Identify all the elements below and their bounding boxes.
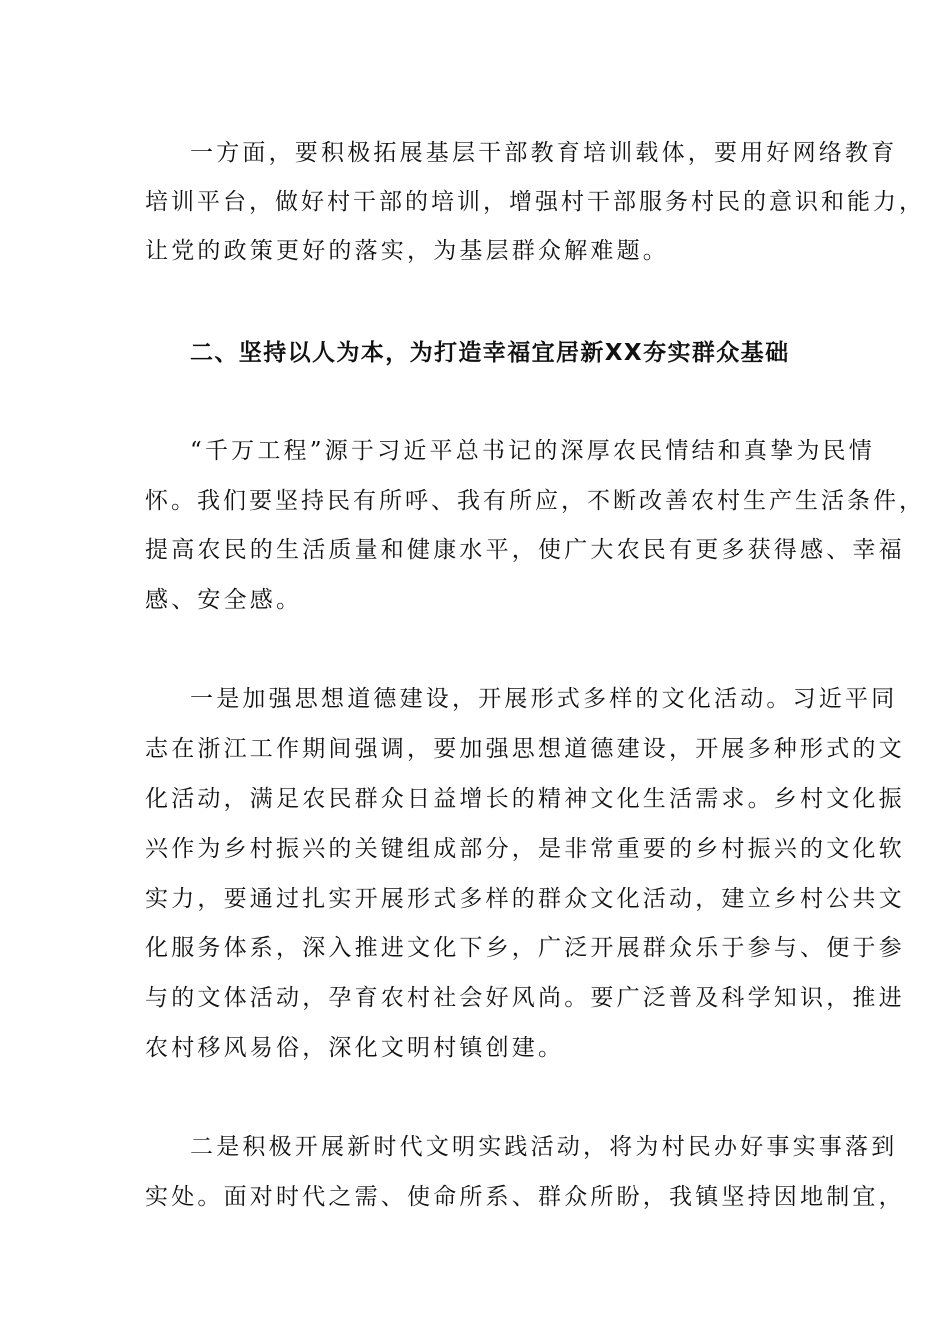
text-line: 培训平台，做好村干部的培训，增强村干部服务村民的意识和能力， bbox=[145, 189, 925, 215]
text-line: 农村移风易俗，深化文明村镇创建。 bbox=[145, 1035, 565, 1061]
text-line: 怀。我们要坚持民有所呼、我有所应，不断改善农村生产生活条件， bbox=[145, 488, 925, 514]
text-line: 感、安全感。 bbox=[145, 587, 303, 613]
text-line: 二是积极开展新时代文明实践活动，将为村民办好事实事落到 bbox=[190, 1134, 898, 1160]
text-line: 化服务体系，深入推进文化下乡，广泛开展群众乐于参与、便于参 bbox=[145, 935, 905, 961]
text-line: 一方面，要积极拓展基层干部教育培训载体，要用好网络教育 bbox=[190, 140, 898, 166]
text-line: 实处。面对时代之需、使命所系、群众所盼，我镇坚持因地制宜， bbox=[145, 1184, 905, 1210]
section-heading: 二、坚持以人为本，为打造幸福宜居新XX夯实群众基础 bbox=[190, 340, 790, 366]
text-line: 化活动，满足农民群众日益增长的精神文化生活需求。乡村文化振 bbox=[145, 786, 905, 812]
text-line: 让党的政策更好的落实，为基层群众解难题。 bbox=[145, 238, 669, 264]
text-line: 志在浙江工作期间强调，要加强思想道德建设，开展多种形式的文 bbox=[145, 736, 905, 762]
text-line: 一是加强思想道德建设，开展形式多样的文化活动。习近平同 bbox=[190, 686, 898, 712]
text-line: 实力，要通过扎实开展形式多样的群众文化活动，建立乡村公共文 bbox=[145, 886, 905, 912]
text-line: 提高农民的生活质量和健康水平，使广大农民有更多获得感、幸福 bbox=[145, 537, 905, 563]
text-line: 与的文体活动，孕育农村社会好风尚。要广泛普及科学知识，推进 bbox=[145, 985, 905, 1011]
text-line: 兴作为乡村振兴的关键组成部分，是非常重要的乡村振兴的文化软 bbox=[145, 836, 905, 862]
text-line: “千万工程”源于习近平总书记的深厚农民情结和真挚为民情 bbox=[190, 438, 875, 464]
